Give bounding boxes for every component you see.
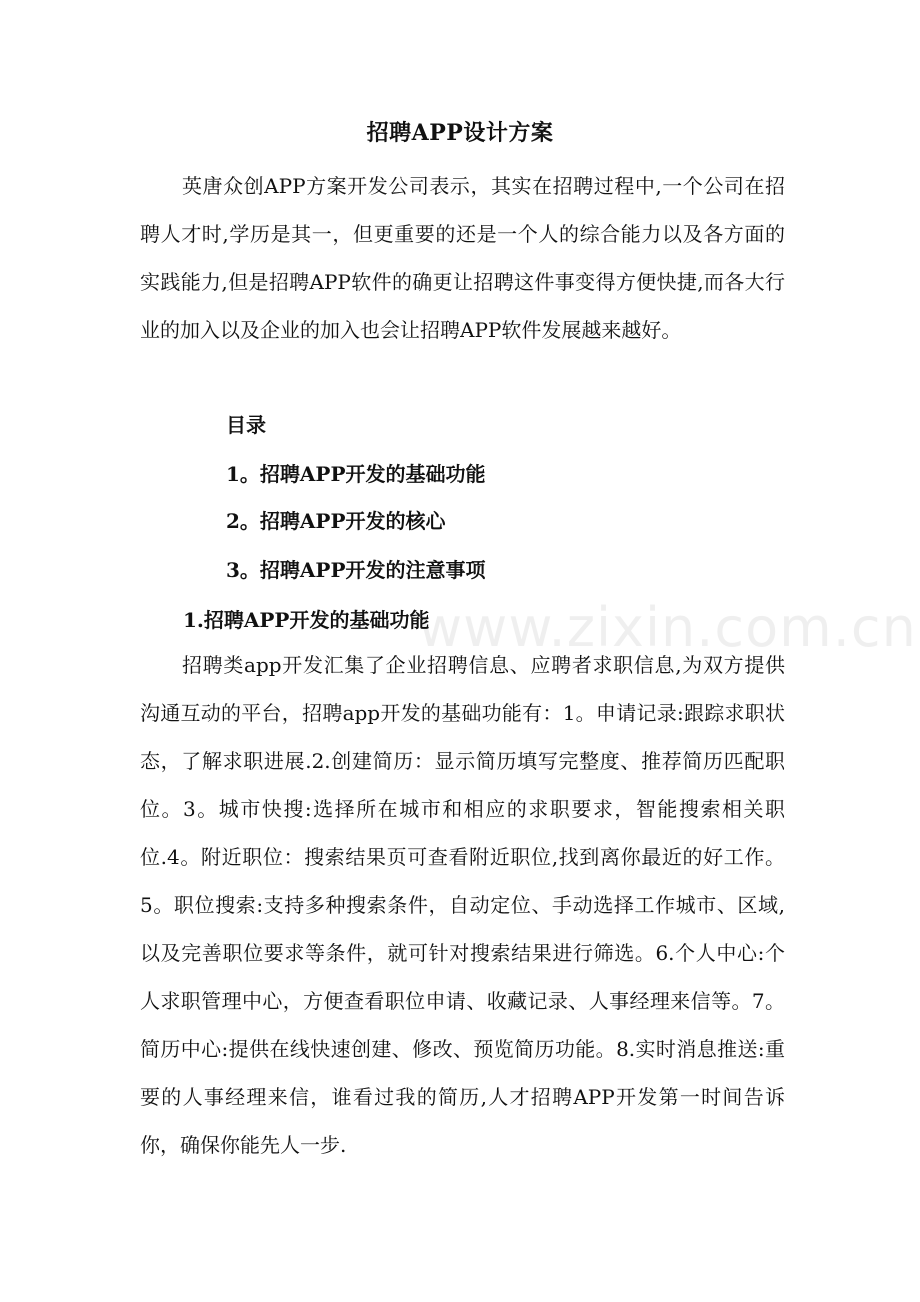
toc-item: 2。招聘APP开发的核心	[226, 509, 446, 533]
toc-heading: 目录	[226, 413, 266, 437]
watermark: www.zixin.com.cn	[418, 596, 917, 659]
toc-item: 1。招聘APP开发的基础功能	[226, 462, 486, 486]
document-title: 招聘APP设计方案	[366, 120, 554, 146]
section-heading: 1.招聘APP开发的基础功能	[183, 608, 430, 632]
intro-paragraph: 英唐众创APP方案开发公司表示，其实在招聘过程中,一个公司在招聘人才时,学历是其一，但更重要的还是一个人的综合能力以及各方面的实践能力,但是招聘APP软件的确更让招聘这件事变得方便快捷,而各大行业的加入以及企业的加入也会让招聘APP软件发展越来越好。	[140, 174, 785, 342]
toc-item: 3。招聘APP开发的注意事项	[226, 558, 486, 582]
section-body-paragraph: 招聘类app开发汇集了企业招聘信息、应聘者求职信息,为双方提供沟通互动的平台，招聘app开发的基础功能有：1。申请记录:跟踪求职状态，了解求职进展.2.创建简历：显示简历填写完整度、推荐简历匹配职位。3。城市快搜:选择所在城市和相应的求职要求，智能搜索相关职位.4。附近职位：搜索结果页可查看附近职位,找到离你最近的好工作。5。职位搜索:支持多种搜索条件，自动定位、手动选择工作城市、区域,以及完善职位要求等条件，就可针对搜索结果进行筛选。6.个人中心:个人求职管理中心，方便查看职位申请、收藏记录、人事经理来信等。7。简历中心:提供在线快速创建、修改、预览简历功能。8.实时消息推送:重要的人事经理来信，谁看过我的简历,人才招聘APP开发第一时间告诉你，确保你能先人一步.	[140, 653, 785, 1157]
